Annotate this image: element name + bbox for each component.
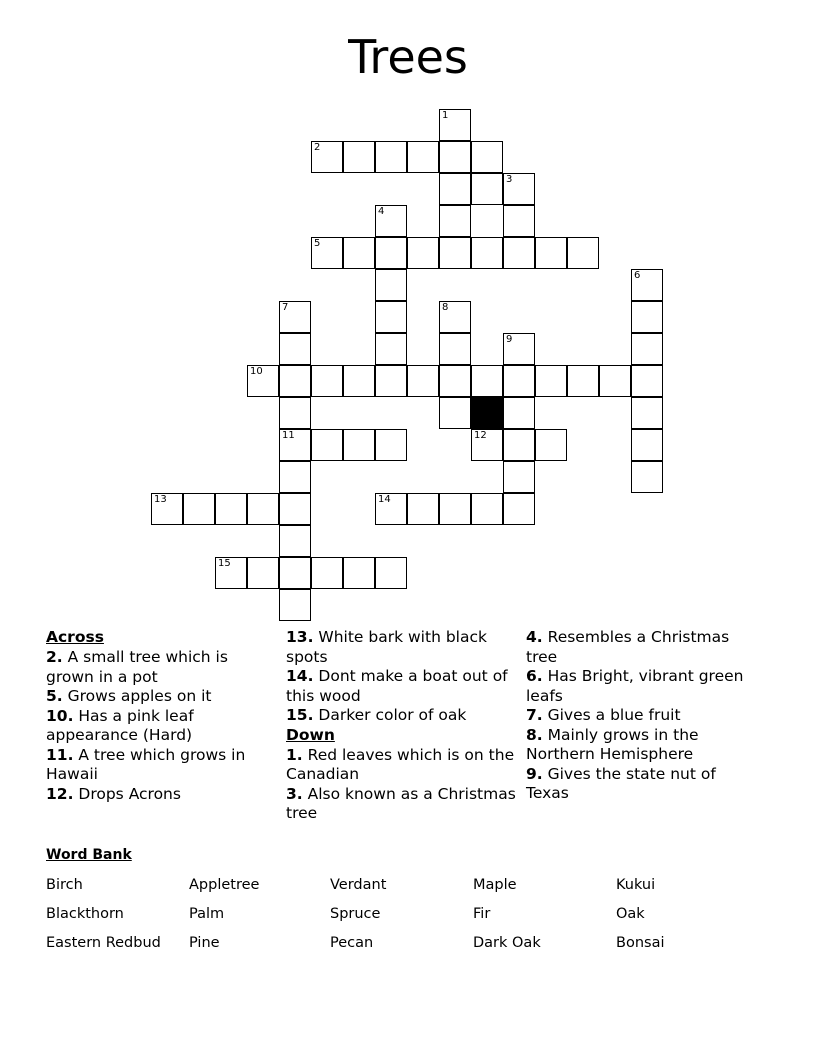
- word-bank-word[interactable]: Spruce: [330, 906, 381, 922]
- clue-item: [526, 765, 762, 804]
- word-bank-word[interactable]: Palm: [189, 906, 225, 922]
- word-bank-section: [46, 845, 776, 958]
- grid-cell-number: 5: [314, 238, 321, 249]
- grid-cell[interactable]: [375, 205, 407, 237]
- grid-cell[interactable]: [375, 493, 407, 525]
- grid-cell[interactable]: [567, 237, 599, 269]
- word-bank-word[interactable]: Birch: [46, 877, 83, 893]
- word-bank-word[interactable]: Dark Oak: [473, 935, 541, 951]
- clue-text: White bark with black spots: [286, 628, 487, 666]
- grid-cell[interactable]: [279, 397, 311, 429]
- clue-number: 6.: [526, 667, 543, 685]
- word-bank-word[interactable]: Blackthorn: [46, 906, 124, 922]
- clue-number: 8.: [526, 725, 543, 744]
- clue-number: 14.: [286, 667, 314, 685]
- grid-cell[interactable]: [535, 237, 567, 269]
- clue-item: [46, 687, 278, 707]
- word-bank-word[interactable]: Bonsai: [616, 935, 665, 951]
- grid-cell[interactable]: [279, 525, 311, 557]
- clue-text: A small tree which is grown in a pot: [46, 648, 228, 686]
- grid-cell[interactable]: [407, 365, 439, 397]
- grid-cell[interactable]: [439, 365, 471, 397]
- grid-cell[interactable]: [407, 493, 439, 525]
- clue-number: 5.: [46, 687, 63, 705]
- grid-cell-number: 15: [218, 558, 231, 569]
- clue-number: 1.: [286, 745, 303, 764]
- clue-number: 13.: [286, 628, 314, 646]
- clue-text: Has Bright, vibrant green leafs: [526, 667, 744, 705]
- clue-text: Gives the state nut of Texas: [526, 764, 716, 802]
- grid-cell-number: 6: [634, 270, 641, 281]
- grid-cell[interactable]: [375, 429, 407, 461]
- grid-cell[interactable]: [503, 205, 535, 237]
- clue-number: 10.: [46, 706, 74, 725]
- clue-text: Also known as a Christmas tree: [286, 784, 516, 822]
- grid-cell[interactable]: [599, 365, 631, 397]
- clue-number: 15.: [286, 706, 314, 724]
- grid-cell[interactable]: [503, 461, 535, 493]
- grid-cell[interactable]: [535, 429, 567, 461]
- grid-cell[interactable]: [439, 397, 471, 429]
- clue-item: [46, 707, 278, 746]
- clue-text: Gives a blue fruit: [542, 706, 681, 724]
- grid-cell[interactable]: [631, 397, 663, 429]
- grid-cell[interactable]: [503, 493, 535, 525]
- grid-cell[interactable]: [631, 301, 663, 333]
- word-bank-word[interactable]: Pine: [189, 935, 220, 951]
- grid-cell-number: 8: [442, 302, 449, 313]
- clues-section: [46, 628, 770, 824]
- grid-cell[interactable]: [503, 397, 535, 429]
- clues-column-1: [46, 628, 286, 824]
- word-bank-word[interactable]: Eastern Redbud: [46, 935, 161, 951]
- grid-cell[interactable]: [247, 365, 279, 397]
- grid-cell[interactable]: [471, 237, 503, 269]
- down-heading: Down: [286, 725, 335, 744]
- grid-cell[interactable]: [439, 205, 471, 237]
- clue-text: Mainly grows in the Northern Hemisphere: [526, 725, 699, 763]
- grid-cell[interactable]: [375, 269, 407, 301]
- grid-cell[interactable]: [439, 301, 471, 333]
- clue-number: 11.: [46, 745, 74, 764]
- word-bank-word[interactable]: Verdant: [330, 877, 387, 893]
- clue-number: 2.: [46, 648, 63, 666]
- grid-cell[interactable]: [247, 557, 279, 589]
- grid-cell[interactable]: [471, 493, 503, 525]
- grid-cell[interactable]: [279, 557, 311, 589]
- grid-cell[interactable]: [471, 429, 503, 461]
- clue-item: [526, 706, 762, 726]
- grid-cell-number: 1: [442, 110, 449, 121]
- across-heading: Across: [46, 628, 104, 646]
- word-bank-row: [46, 871, 776, 900]
- grid-cell[interactable]: [279, 301, 311, 333]
- clue-text: A tree which grows in Hawaii: [46, 745, 246, 783]
- grid-cell[interactable]: [407, 141, 439, 173]
- grid-cell[interactable]: [343, 141, 375, 173]
- grid-cell[interactable]: [247, 493, 279, 525]
- grid-cell[interactable]: [311, 429, 343, 461]
- grid-cell[interactable]: [311, 141, 343, 173]
- grid-cell[interactable]: [567, 365, 599, 397]
- grid-cell[interactable]: [439, 237, 471, 269]
- grid-cell-number: 4: [378, 206, 385, 217]
- grid-cell-number: 11: [282, 430, 295, 441]
- grid-cell[interactable]: [279, 493, 311, 525]
- clue-item: [286, 746, 518, 785]
- grid-cell[interactable]: [279, 333, 311, 365]
- clue-item: [46, 648, 278, 687]
- clue-item: [286, 706, 518, 726]
- word-bank-rows: [46, 871, 776, 958]
- word-bank-word[interactable]: Kukui: [616, 877, 656, 893]
- grid-cell[interactable]: [183, 493, 215, 525]
- word-bank-row: [46, 900, 776, 929]
- clue-number: 12.: [46, 784, 74, 803]
- page-title: Trees: [348, 30, 468, 84]
- clue-text: Has a pink leaf appearance (Hard): [46, 706, 194, 744]
- clue-number: 9.: [526, 764, 543, 783]
- word-bank-heading: Word Bank: [46, 847, 132, 863]
- grid-cell[interactable]: [503, 333, 535, 365]
- grid-cell[interactable]: [375, 301, 407, 333]
- grid-cell[interactable]: [375, 333, 407, 365]
- clue-item: [46, 746, 278, 785]
- grid-cell[interactable]: [471, 365, 503, 397]
- grid-cell[interactable]: [503, 429, 535, 461]
- grid-cell-number: 12: [474, 430, 487, 441]
- clue-item: [526, 667, 762, 706]
- clue-text: Dont make a boat out of this wood: [286, 667, 508, 705]
- clues-column-2: [286, 628, 526, 824]
- grid-cell[interactable]: [439, 173, 471, 205]
- grid-cell[interactable]: [343, 429, 375, 461]
- grid-cell[interactable]: [151, 493, 183, 525]
- grid-cell[interactable]: [215, 557, 247, 589]
- grid-cell[interactable]: [631, 429, 663, 461]
- grid-cell[interactable]: [471, 173, 503, 205]
- grid-cell[interactable]: [279, 461, 311, 493]
- grid-cell[interactable]: [439, 141, 471, 173]
- clue-item: [46, 785, 278, 805]
- clue-text: Resembles a Christmas tree: [526, 628, 730, 666]
- clue-text: Darker color of oak: [313, 706, 467, 724]
- word-bank-row: [46, 929, 776, 958]
- grid-cell[interactable]: [631, 333, 663, 365]
- clue-item: [286, 667, 518, 706]
- grid-cell-number: 3: [506, 174, 513, 185]
- grid-cell[interactable]: [631, 269, 663, 301]
- clue-number: 4.: [526, 628, 543, 646]
- word-bank-word[interactable]: Pecan: [330, 935, 374, 951]
- clue-text: Drops Acrons: [73, 784, 181, 803]
- grid-cell[interactable]: [503, 173, 535, 205]
- grid-cell[interactable]: [439, 109, 471, 141]
- grid-cell[interactable]: [503, 237, 535, 269]
- grid-cell[interactable]: [311, 365, 343, 397]
- clue-number: 3.: [286, 784, 303, 803]
- grid-cell[interactable]: [311, 237, 343, 269]
- grid-cell[interactable]: [631, 461, 663, 493]
- grid-cell-number: 2: [314, 142, 321, 153]
- clue-text: Red leaves which is on the Canadian: [286, 745, 515, 783]
- clue-item: [286, 785, 518, 824]
- grid-cell-number: 13: [154, 494, 167, 505]
- grid-cell[interactable]: [375, 557, 407, 589]
- grid-cell-blocked: [471, 397, 503, 429]
- grid-cell[interactable]: [439, 333, 471, 365]
- grid-cell[interactable]: [439, 493, 471, 525]
- grid-cell[interactable]: [471, 141, 503, 173]
- grid-cell[interactable]: [407, 237, 439, 269]
- word-bank-word[interactable]: Appletree: [189, 877, 260, 893]
- grid-cell-number: 10: [250, 366, 263, 377]
- grid-cell[interactable]: [343, 365, 375, 397]
- clue-item: [526, 726, 762, 765]
- grid-cell[interactable]: [375, 141, 407, 173]
- clue-text: Grows apples on it: [62, 687, 212, 705]
- clue-number: 7.: [526, 706, 543, 724]
- word-bank-word[interactable]: Maple: [473, 877, 517, 893]
- grid-cell[interactable]: [343, 557, 375, 589]
- grid-cell-number: 14: [378, 494, 391, 505]
- grid-cell[interactable]: [535, 365, 567, 397]
- word-bank-word[interactable]: Fir: [473, 906, 491, 922]
- grid-cell[interactable]: [503, 365, 535, 397]
- grid-cell[interactable]: [279, 429, 311, 461]
- word-bank-word[interactable]: Oak: [616, 906, 645, 922]
- clues-column-3: [526, 628, 770, 824]
- grid-cell[interactable]: [631, 365, 663, 397]
- grid-cell-number: 9: [506, 334, 513, 345]
- grid-cell[interactable]: [311, 557, 343, 589]
- clue-item: [526, 628, 762, 667]
- grid-cell[interactable]: [215, 493, 247, 525]
- grid-cell[interactable]: [279, 365, 311, 397]
- clue-item: [286, 628, 518, 667]
- grid-cell[interactable]: [279, 589, 311, 621]
- grid-cell[interactable]: [343, 237, 375, 269]
- grid-cell-number: 7: [282, 302, 289, 313]
- grid-cell[interactable]: [375, 365, 407, 397]
- grid-cell[interactable]: [375, 237, 407, 269]
